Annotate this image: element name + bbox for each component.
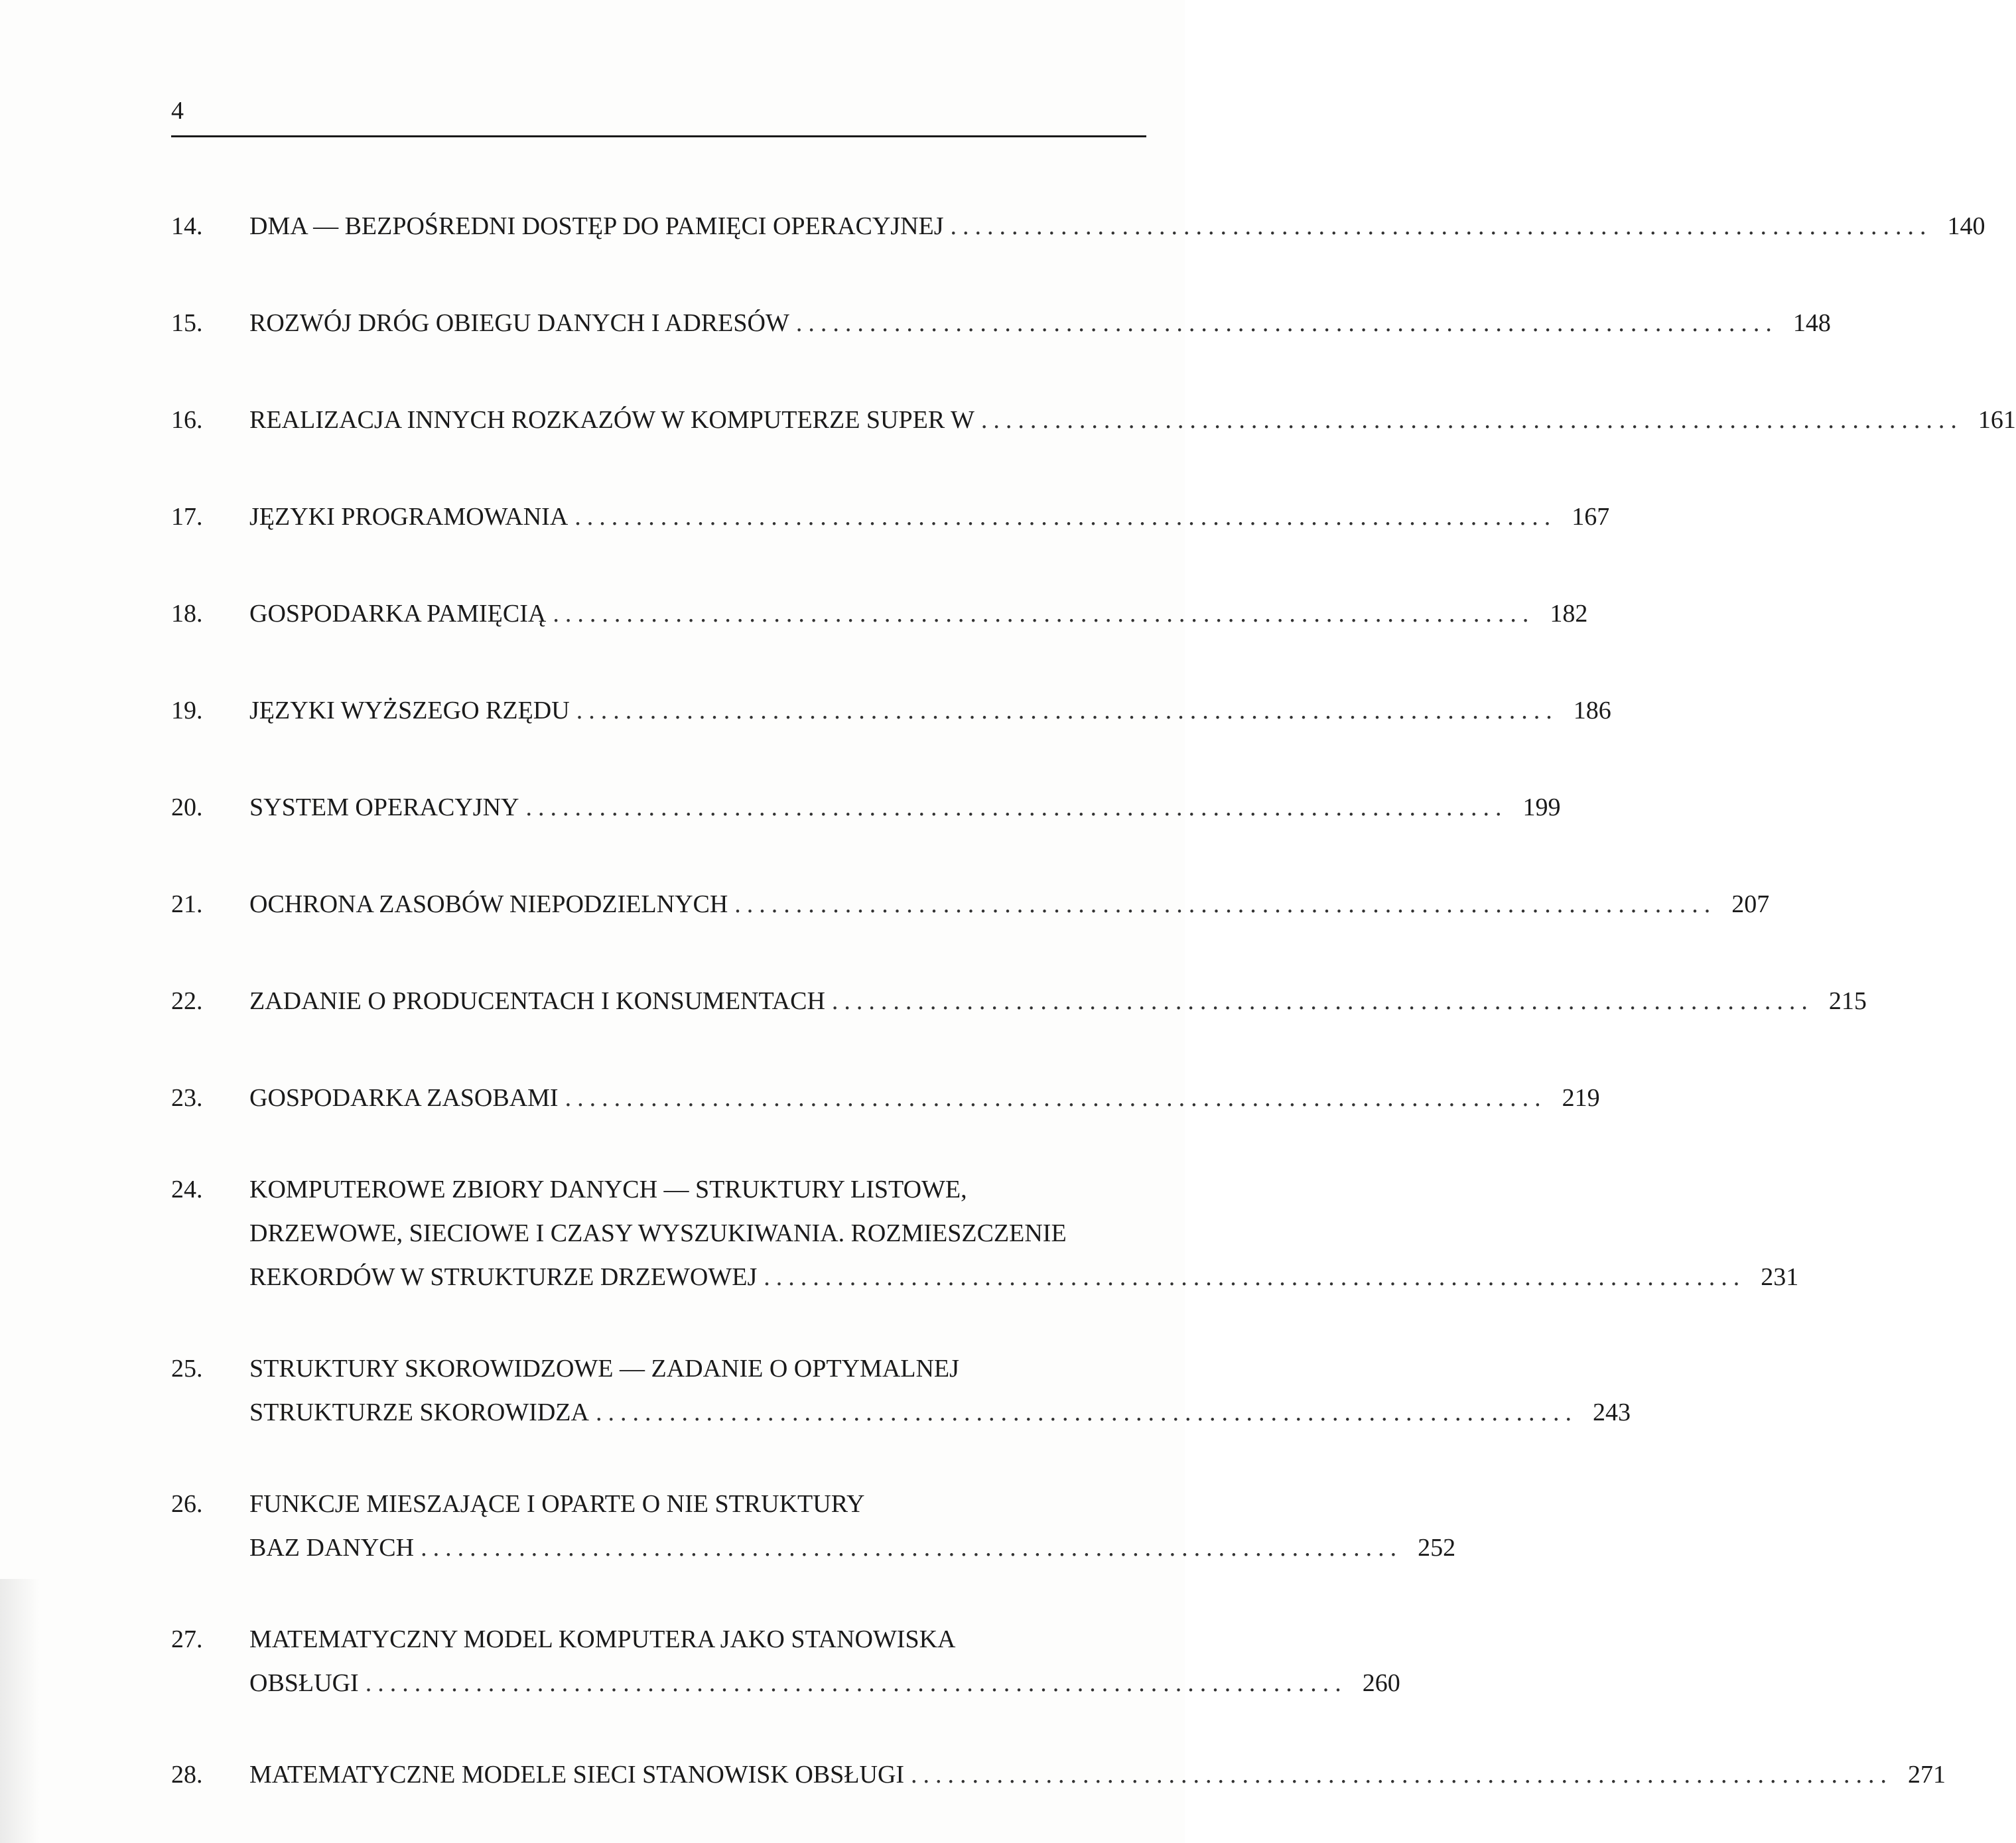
toc-entry-number: 24. (171, 1176, 203, 1203)
dot-leader: ................................................................................ (980, 406, 1963, 434)
toc-entry (171, 979, 1867, 1023)
toc-title-line (249, 1661, 1400, 1705)
toc-title-line (249, 1255, 1799, 1299)
toc-entry (171, 1753, 1946, 1797)
toc-title-text: DRZEWOWE, SIECIOWE I CZASY WYSZUKIWANIA. ROZMIESZCZENIE (249, 1219, 1067, 1247)
toc-title-text: GOSPODARKA ZASOBAMI (249, 1084, 559, 1112)
toc-entry-title (249, 301, 1831, 345)
toc-entry (171, 1076, 1600, 1120)
dot-leader: ................................................................................ (764, 1263, 1746, 1291)
toc-entry-number: 22. (171, 987, 203, 1015)
toc-entry-title (249, 204, 1985, 248)
toc-title-line (249, 1391, 1631, 1434)
toc-entry (171, 592, 1588, 636)
toc-title-text: SYSTEM OPERACYJNY (249, 793, 519, 821)
toc-title-line (249, 1168, 1150, 1211)
toc-title-line (249, 1617, 1150, 1661)
dot-leader: ................................................................................ (553, 600, 1535, 628)
toc-entry-title (249, 785, 1561, 829)
toc-entry-title (249, 1482, 1456, 1570)
toc-page-number: 182 (1550, 600, 1588, 628)
dot-leader: ................................................................................ (421, 1534, 1403, 1562)
toc-title-line (249, 301, 1831, 345)
toc-title-line (249, 689, 1611, 732)
toc-entry-number: 27. (171, 1625, 203, 1653)
toc-entry (171, 1482, 1456, 1570)
toc-title-text: MATEMATYCZNE MODELE SIECI STANOWISK OBSŁUGI (249, 1761, 905, 1789)
toc-entry-number: 16. (171, 406, 203, 434)
dot-leader: ................................................................................ (795, 309, 1778, 337)
scan-shadow (0, 1579, 40, 1843)
toc-entry-number: 14. (171, 212, 203, 240)
toc-entry (171, 785, 1561, 829)
toc-entry-title (249, 1753, 1946, 1797)
toc-entry (171, 301, 1831, 345)
dot-leader: ................................................................................ (734, 890, 1717, 918)
header-rule (171, 135, 1146, 137)
toc-title-line (249, 882, 1770, 926)
toc-entry-title (249, 398, 2016, 442)
toc-title-text: REALIZACJA INNYCH ROZKAZÓW W KOMPUTERZE SUPER W (249, 406, 974, 434)
toc-entry-number: 26. (171, 1490, 203, 1518)
toc-entry-title (249, 1168, 1799, 1299)
toc-page-number: 219 (1562, 1084, 1600, 1112)
dot-leader: ................................................................................ (950, 212, 1932, 240)
toc-title-line (249, 592, 1588, 636)
toc-title-text: JĘZYKI WYŻSZEGO RZĘDU (249, 697, 570, 724)
toc-entry (171, 1168, 1799, 1299)
toc-entry-title (249, 495, 1610, 539)
toc-title-text: KOMPUTEROWE ZBIORY DANYCH — STRUKTURY LISTOWE, (249, 1176, 967, 1203)
toc-page-number: 260 (1362, 1669, 1400, 1697)
toc-page-number: 271 (1908, 1761, 1946, 1789)
toc-entry-title (249, 689, 1611, 732)
toc-entry-number: 21. (171, 890, 203, 918)
toc-page-number: 199 (1522, 793, 1561, 821)
toc-title-text: REKORDÓW W STRUKTURZE DRZEWOWEJ (249, 1263, 758, 1291)
toc-title-text: DMA — BEZPOŚREDNI DOSTĘP DO PAMIĘCI OPERACYJNEJ (249, 212, 944, 240)
toc-entry-number: 20. (171, 793, 203, 821)
toc-page-number: 148 (1792, 309, 1831, 337)
toc-title-text: JĘZYKI PROGRAMOWANIA (249, 503, 569, 531)
toc-page-number: 252 (1418, 1534, 1456, 1562)
toc-title-text: STRUKTURY SKOROWIDZOWE — ZADANIE O OPTYMALNEJ (249, 1355, 959, 1383)
table-of-contents (171, 157, 2016, 1797)
toc-entry-number: 28. (171, 1761, 203, 1789)
toc-entry-number: 19. (171, 697, 203, 724)
toc-page-number: 140 (1947, 212, 1985, 240)
toc-title-text: OCHRONA ZASOBÓW NIEPODZIELNYCH (249, 890, 728, 918)
page-number: 4 (171, 97, 184, 125)
toc-title-line (249, 495, 1610, 539)
dot-leader: ................................................................................ (365, 1669, 1347, 1697)
toc-page-number: 167 (1572, 503, 1610, 531)
toc-entry-number: 18. (171, 600, 203, 628)
toc-title-line (249, 1076, 1600, 1120)
toc-title-text: GOSPODARKA PAMIĘCIĄ (249, 600, 547, 628)
dot-leader: ................................................................................ (525, 793, 1508, 821)
toc-title-text: ZADANIE O PRODUCENTACH I KONSUMENTACH (249, 987, 825, 1015)
toc-page-number: 231 (1761, 1263, 1799, 1291)
toc-page-number: 186 (1573, 697, 1611, 724)
toc-entry-title (249, 1617, 1400, 1705)
toc-title-text: MATEMATYCZNY MODEL KOMPUTERA JAKO STANOWISKA (249, 1625, 956, 1653)
toc-entry (171, 1617, 1400, 1705)
toc-entry (171, 882, 1770, 926)
toc-page-number: 161 (1978, 406, 2016, 434)
toc-entry (171, 689, 1611, 732)
toc-title-text: BAZ DANYCH (249, 1534, 415, 1562)
toc-title-line (249, 785, 1561, 829)
dot-leader: ................................................................................ (831, 987, 1814, 1015)
toc-title-text: FUNKCJE MIESZAJĄCE I OPARTE O NIE STRUKTURY (249, 1490, 865, 1518)
toc-page-number: 215 (1828, 987, 1867, 1015)
toc-entry-title (249, 1076, 1600, 1120)
toc-title-line (249, 1753, 1946, 1797)
dot-leader: ................................................................................ (576, 697, 1558, 724)
toc-title-text: ROZWÓJ DRÓG OBIEGU DANYCH I ADRESÓW (249, 309, 789, 337)
dot-leader: ................................................................................ (911, 1761, 1893, 1789)
toc-entry-number: 15. (171, 309, 203, 337)
toc-title-text: STRUKTURZE SKOROWIDZA (249, 1399, 589, 1426)
toc-title-line (249, 1526, 1456, 1570)
toc-title-line (249, 1482, 1150, 1526)
dot-leader: ................................................................................ (595, 1399, 1578, 1426)
toc-entry-number: 23. (171, 1084, 203, 1112)
toc-entry (171, 495, 1610, 539)
toc-entry-title (249, 882, 1770, 926)
toc-entry (171, 204, 1985, 248)
toc-entry (171, 398, 2016, 442)
toc-entry-title (249, 1347, 1631, 1434)
toc-title-line (249, 398, 2016, 442)
toc-title-line (249, 1211, 1150, 1255)
toc-entry-title (249, 979, 1867, 1023)
toc-entry (171, 1347, 1631, 1434)
toc-entry-number: 25. (171, 1355, 203, 1383)
toc-page-number: 243 (1592, 1399, 1631, 1426)
dot-leader: ................................................................................ (565, 1084, 1547, 1112)
toc-title-line (249, 979, 1867, 1023)
dot-leader: ................................................................................ (574, 503, 1557, 531)
toc-entry-title (249, 592, 1588, 636)
toc-title-text: OBSŁUGI (249, 1669, 359, 1697)
toc-title-line (249, 1347, 1150, 1391)
toc-title-line (249, 204, 1985, 248)
toc-entry-number: 17. (171, 503, 203, 531)
toc-page-number: 207 (1731, 890, 1770, 918)
